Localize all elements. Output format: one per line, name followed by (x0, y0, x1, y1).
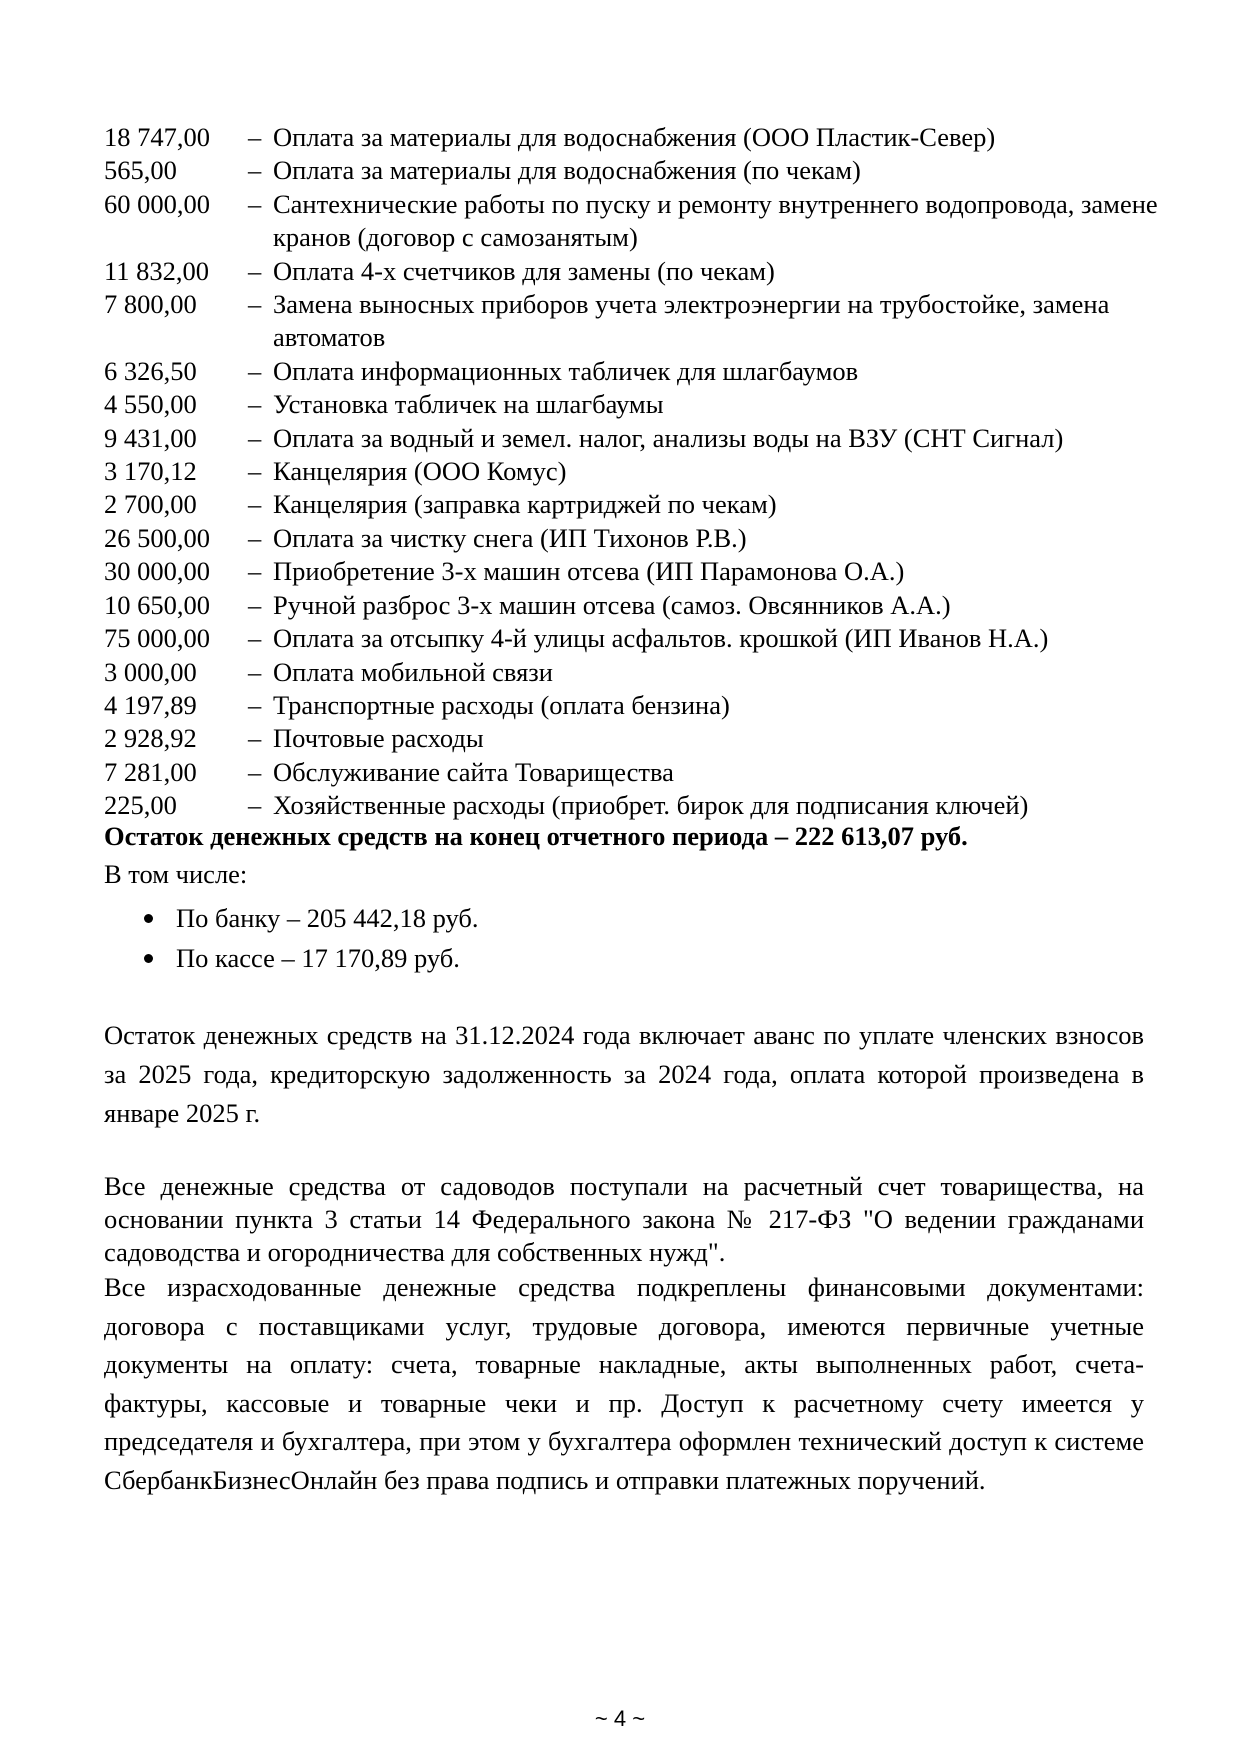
expense-row (104, 455, 1164, 488)
expense-amount: 18 747,00 (104, 122, 210, 152)
expense-description: Оплата мобильной связи (273, 656, 553, 687)
expense-description: Оплата за материалы для водоснабжения (по чекам) (273, 155, 861, 186)
breakdown-item-cash (104, 938, 478, 978)
expense-description: Обслуживание сайта Товарищества (273, 756, 674, 787)
expense-row (104, 689, 1164, 722)
expense-amount: 2 700,00 (104, 489, 197, 520)
expense-amount: 3 170,12 (104, 456, 197, 487)
expense-dash: – (248, 489, 262, 520)
expense-amount: 565,00 (104, 155, 177, 186)
expense-description: Сантехнические работы по пуску и ремонту внутреннего водопровода, замене кранов (договор с самозанятым) (273, 188, 1158, 253)
expense-amount: 11 832,00 (104, 255, 210, 286)
expense-description: Оплата информационных табличек для шлагбаумов (273, 355, 859, 386)
expense-dash: – (248, 289, 262, 320)
expense-row (104, 756, 1164, 789)
expense-row (104, 288, 1164, 355)
expense-row (104, 188, 1164, 255)
expense-row (104, 355, 1164, 388)
expense-row (104, 589, 1164, 622)
expense-amount: 26 500,00 (104, 522, 210, 553)
expense-dash: – (248, 623, 262, 654)
expense-dash: – (248, 255, 262, 286)
expense-amount: 75 000,00 (104, 623, 210, 654)
expense-dash: – (248, 389, 262, 420)
breakdown-text: По банку – 205 442,18 руб. (176, 903, 479, 933)
expense-dash: – (248, 188, 262, 219)
expense-dash: – (248, 589, 262, 620)
expense-amount: 4 550,00 (104, 389, 197, 420)
expense-amount: 3 000,00 (104, 656, 197, 687)
expense-row (104, 656, 1164, 689)
expense-description: Приобретение 3-х машин отсева (ИП Парамонова О.А.) (273, 556, 905, 587)
expense-row (104, 488, 1164, 521)
expense-row (104, 722, 1164, 755)
expense-dash: – (248, 790, 262, 821)
expense-description: Оплата за материалы для водоснабжения (ООО Пластик-Север) (273, 122, 996, 152)
expense-row (104, 555, 1164, 588)
expense-description: Оплата 4-х счетчиков для замены (по чекам) (273, 255, 775, 286)
expense-description: Транспортные расходы (оплата бензина) (273, 689, 730, 720)
expense-description: Канцелярия (ООО Комус) (273, 456, 567, 487)
expense-row (104, 422, 1164, 455)
expense-dash: – (248, 689, 262, 720)
expense-amount: 225,00 (104, 790, 177, 821)
expense-description: Хозяйственные расходы (приобрет. бирок для подписания ключей) (273, 790, 1029, 821)
expense-dash: – (248, 122, 262, 152)
page-number: ~ 4 ~ (594, 1706, 646, 1731)
expense-list (104, 121, 1164, 823)
expense-row (104, 154, 1164, 187)
including-label: В том числе: (104, 859, 248, 889)
expense-amount: 6 326,50 (104, 355, 197, 386)
expense-dash: – (248, 422, 262, 453)
expense-amount: 2 928,92 (104, 723, 197, 754)
expense-description: Установка табличек на шлагбаумы (273, 389, 664, 420)
expense-row (104, 522, 1164, 555)
expense-row (104, 789, 1164, 822)
expense-amount: 10 650,00 (104, 589, 210, 620)
balance-breakdown-list (104, 898, 478, 978)
expense-amount: 30 000,00 (104, 556, 210, 587)
bullet-icon (144, 954, 153, 963)
paragraph-balance-note: Остаток денежных средств на 31.12.2024 года включает аванс по уплате членских взносов за 2025 года, кредиторскую задолженность за 2024 года, оплата которой произведена в январе 2025 г. (104, 1020, 1144, 1128)
expense-dash: – (248, 522, 262, 553)
expense-dash: – (248, 723, 262, 754)
bullet-icon (144, 914, 153, 923)
paragraph-law-reference: Все денежные средства от садоводов поступали на расчетный счет товарищества, на основании пункта 3 статьи 14 Федерального закона № 217-ФЗ "О ведении гражданами садоводства и огородничества для собственных нужд". (104, 1171, 1144, 1267)
expense-row (104, 255, 1164, 288)
expense-row (104, 121, 1164, 154)
expense-description: Оплата за водный и земел. налог, анализы воды на ВЗУ (СНТ Сигнал) (273, 422, 1064, 453)
expense-amount: 7 281,00 (104, 756, 197, 787)
expense-dash: – (248, 556, 262, 587)
expense-dash: – (248, 155, 262, 186)
expense-row (104, 622, 1164, 655)
expense-description: Ручной разброс 3-х машин отсева (самоз. Овсянников А.А.) (273, 589, 951, 620)
expense-dash: – (248, 355, 262, 386)
expense-amount: 9 431,00 (104, 422, 197, 453)
expense-amount: 60 000,00 (104, 188, 210, 219)
expense-description: Канцелярия (заправка картриджей по чекам) (273, 489, 777, 520)
expense-description: Замена выносных приборов учета электроэнергии на трубостойке, замена автоматов (273, 289, 1110, 353)
closing-balance: Остаток денежных средств на конец отчетного периода – 222 613,07 руб. (104, 821, 968, 851)
paragraph-documents: Все израсходованные денежные средства подкреплены финансовыми документами: договора с поставщиками услуг, трудовые договора, имеются первичные учетные документы на оплату: счета, товарные накладные, акты выполненных работ, счета-фактуры, кассовые и товарные чеки и пр. Доступ к расчетному счету имеется у председателя и бухгалтера, при этом у бухгалтера оформлен технический доступ к системе СбербанкБизнесОнлайн без права подпись и отправки платежных поручений. (104, 1272, 1144, 1495)
expense-description: Оплата за отсыпку 4-й улицы асфальтов. крошкой (ИП Иванов Н.А.) (273, 623, 1049, 654)
breakdown-text: По кассе – 17 170,89 руб. (176, 943, 460, 973)
breakdown-item-bank (104, 898, 478, 938)
expense-row (104, 388, 1164, 421)
expense-amount: 4 197,89 (104, 689, 197, 720)
expense-description: Почтовые расходы (273, 723, 484, 754)
expense-amount: 7 800,00 (104, 289, 197, 320)
expense-dash: – (248, 756, 262, 787)
expense-dash: – (248, 656, 262, 687)
expense-description: Оплата за чистку снега (ИП Тихонов Р.В.) (273, 522, 747, 553)
expense-dash: – (248, 456, 262, 487)
